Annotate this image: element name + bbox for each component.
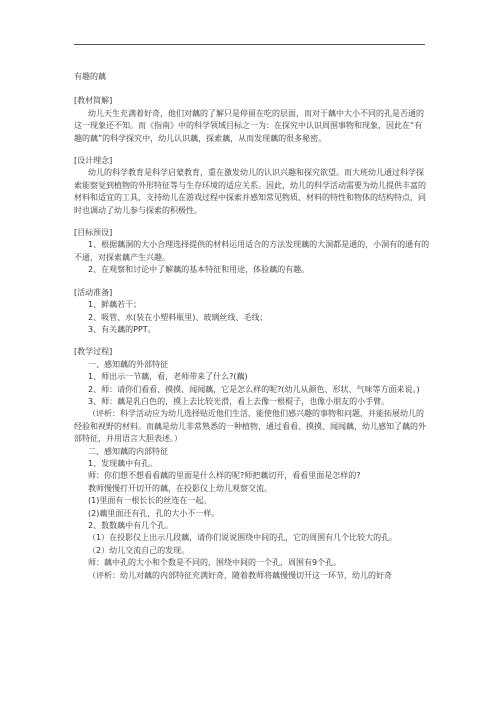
list-item: （评析：幼儿对藕的内部特征充满好奇，随着教师将藕慢慢切开这一环节，幼儿的好奇 <box>88 570 392 580</box>
section-heading: [目标预设] <box>74 228 113 238</box>
list-item: 2、数数藕中有几个孔。 <box>88 521 174 530</box>
section-design-concept <box>74 155 430 217</box>
section-process <box>74 346 430 582</box>
list-item: 师：你们想不想看看藕的里面是什么样的呢?师把藕切开，看看里面是怎样的? <box>88 471 361 481</box>
paragraph: 幼儿天生充满着好奇，他们对藕的了解只是停留在吃的层面，而对于藕中大小不同的孔是否通的这一现象还不知。而《指南》中的科学领域目标之一为：在探究中认识周围事物和现象，因此在“有趣的藕”的科学探究中，幼儿认识藕，探索藕，从而发现藕的很多秘密。 <box>74 108 424 143</box>
list-item: 3、师：藕是乳白色的，摸上去比较光滑，看上去像一根棍子，也像小朋友的小手臂。 <box>88 396 390 406</box>
list-item: 一、感知藕的外部特征 <box>88 359 168 369</box>
list-item: (1)里面有一根长长的丝连在一起。 <box>88 496 212 506</box>
list-item: 师：藕中孔的大小和个数是不同的，围绕中间的一个孔，周围有9个孔。 <box>88 558 342 568</box>
doc-title: 有趣的藕 <box>74 72 106 81</box>
list-item: 2、在观察和讨论中了解藕的基本特征和用途，体验藕的有趣。 <box>88 265 310 275</box>
list-item: 教师慢慢打开切开的藕，在投影仪上幼儿观察交流。 <box>88 483 272 493</box>
list-item: 1、师出示一节藕，看，老师带来了什么?(藕) <box>88 372 248 382</box>
section-heading: [设计理念] <box>74 156 113 166</box>
list-item: 1、发现藕中有孔。 <box>88 458 158 468</box>
list-item: （评析：科学活动应为幼儿选择贴近他们生活，能使他们感兴趣的事物和问题，并能拓展幼儿的经验和视野的材料。而藕是幼儿非常熟悉的一种植物，通过看看、摸摸、闻闻藕，幼儿感知了藕的外部特征，并用语言大胆表述。） <box>74 409 426 444</box>
section-preparation <box>74 287 430 337</box>
section-heading: [教学过程] <box>74 347 113 357</box>
section-heading: [活动准备] <box>74 287 113 297</box>
document-body <box>74 71 430 592</box>
section-teaching-material <box>74 95 430 145</box>
section-goals <box>74 227 430 277</box>
list-item: （2）幼儿交流自己的发现。 <box>88 545 190 555</box>
list-item: 2、师：请你们看看、摸摸、闻闻藕，它是怎么样的呢?(幼儿从颜色、形状、气味等方面来说。) <box>88 384 420 394</box>
list-item: 3、有关藕的PPT。 <box>88 324 156 334</box>
list-item: 1、根据藕洞的大小合理选择提供的材料运用适合的方法发现藕的大洞都是通的，小洞有的通有的不通，对探索藕产生兴趣。 <box>74 240 430 262</box>
paragraph: 幼儿的科学教育是科学启蒙教育，重在激发幼儿的认识兴趣和探究欲望。而大班幼儿通过科学探索能察觉到植物的外形特征等与生存环境的适应关系。因此，幼儿的科学活动需要为幼儿提供丰富的材料和适宜的工具，支持幼儿在游戏过程中探索并感知常见物质、材料的特性和物体的结构特点，同时也调动了幼儿参与探索的积极性。 <box>74 168 426 215</box>
header-rule <box>74 44 425 45</box>
list-item: 2、吸管、水(装在小塑料瓶里)、玻璃丝线、毛线； <box>88 312 268 322</box>
list-item: 二、感知藕的内部特征 <box>88 446 168 456</box>
section-heading: [教材简解] <box>74 96 113 106</box>
list-item: (2)藕里面还有孔，孔的大小不一样。 <box>88 508 220 518</box>
list-item: 1、鲜藕若干； <box>88 300 142 310</box>
list-item: （1）在投影仪上出示几段藕，请你们说说围绕中间的孔，它的周围有几个比较大的孔。 <box>88 533 398 543</box>
